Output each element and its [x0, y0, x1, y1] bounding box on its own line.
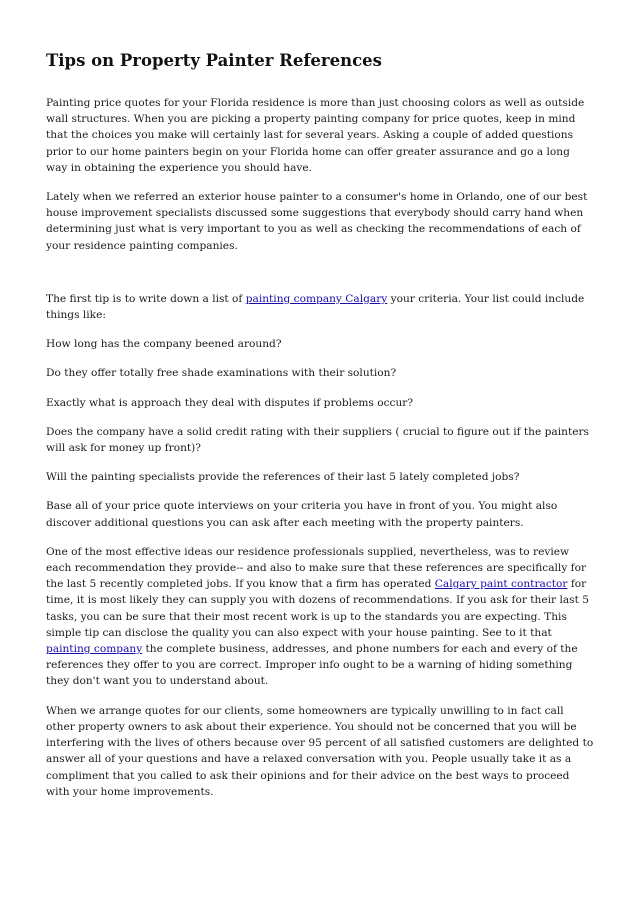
- question-how-long: How long has the company beened around?: [46, 338, 282, 351]
- link-calgary-paint-contractor[interactable]: Calgary paint contractor: [434, 578, 568, 591]
- link-painting-company[interactable]: painting company: [46, 643, 143, 656]
- paragraph-review-recommendations: [46, 544, 594, 690]
- paragraph-text: The first tip is to write down a list of: [46, 292, 246, 305]
- paragraph-arrange-quotes: When we arrange quotes for our clients, some homeowners are typically unwilling to in fact call other property owners to ask about their experience. You should not be concerned that you will be interfering with the lives of others because over 95 percent of all satisfied customers are delighted to answer all of your questions and have a relaxed conversation with you. People usually take it as a compliment that you called to ask their opinions and for their advice on the best ways to proceed with your home improvements.: [46, 704, 594, 798]
- paragraph-base-interviews: Base all of your price quote interviews on your criteria you have in front of you. You might also discover additional questions you can ask after each meeting with the property painters.: [46, 500, 558, 529]
- question-disputes: Exactly what is approach they deal with disputes if problems occur?: [46, 396, 414, 409]
- page-title: Tips on Property Painter References: [46, 51, 382, 70]
- paragraph-referral: Lately when we referred an exterior house painter to a consumer's home in Orlando, one of our best house improvement specialists discussed some suggestions that everybody should carry hand when determining just what is very important to you as well as checking the recommendations of each of your residence painting companies.: [46, 191, 588, 252]
- paragraph-text: your criteria. Your list could include things like:: [46, 292, 585, 322]
- question-references: Will the painting specialists provide the references of their last 5 lately completed jobs?: [46, 471, 520, 484]
- paragraph-text: the complete business, addresses, and phone numbers for each and every of the references they offer to you are correct. Improper info ought to be a warning of hiding something they don't want you to understand about.: [46, 643, 578, 688]
- paragraph-first-tip: [46, 291, 594, 323]
- question-credit-rating: Does the company have a solid credit rating with their suppliers ( crucial to figure out if the painters will ask for money up front)?: [46, 425, 589, 455]
- document-page: [46, 50, 594, 813]
- paragraph-text: for time, it is most likely they can supply you with dozens of recommendations. If you ask for their last 5 tasks, you can be sure that their most recent work is up to the standards you are expecting. This simple tip can disclose the quality you can also expect with your house painting. See to it that: [46, 578, 589, 639]
- paragraph-text: One of the most effective ideas our residence professionals supplied, nevertheless, was to review each recommendation they provide-- and also to make sure that these references are specifically for the last 5 recently completed jobs. If you know that a firm has operated: [46, 545, 587, 591]
- link-painting-company-calgary[interactable]: painting company Calgary: [245, 292, 388, 305]
- paragraph-intro: Painting price quotes for your Florida residence is more than just choosing colors as well as outside wall structures. When you are picking a property painting company for price quotes, keep in mind that the choices you make will certainly last for several years. Asking a couple of added questions prior to our home painters begin on your Florida home can offer greater assurance and go a long way in obtaining the experience you should have.: [46, 97, 585, 174]
- question-free-shade: Do they offer totally free shade examinations with their solution?: [46, 367, 397, 380]
